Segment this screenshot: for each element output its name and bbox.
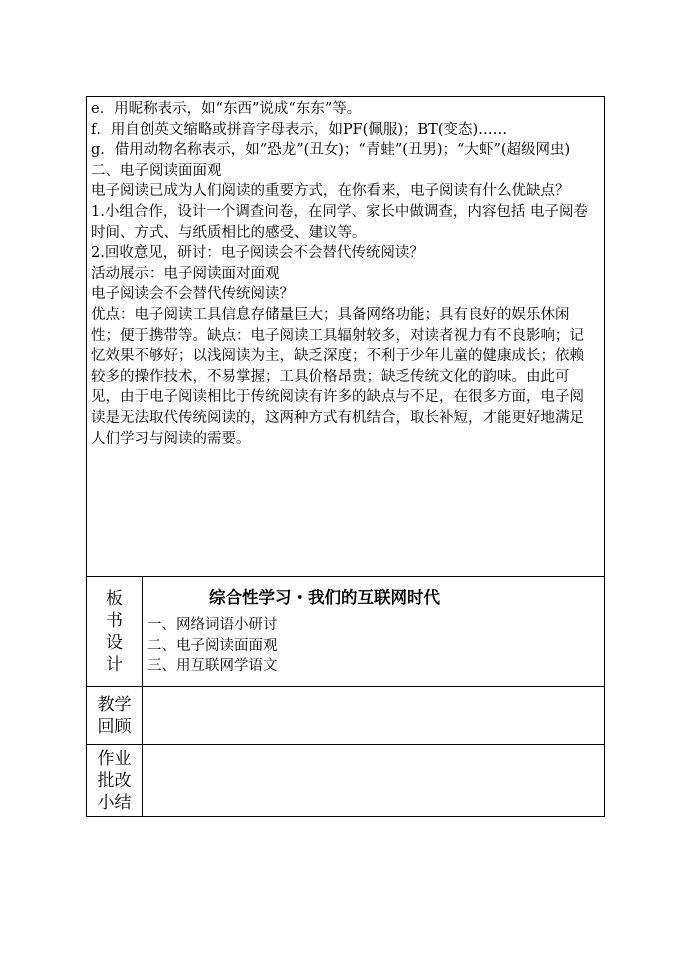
board-label: 板 书 设 计	[87, 577, 143, 687]
content-cell	[87, 97, 605, 577]
content-line: 活动展示：电子阅读面对面观	[91, 265, 280, 282]
content-line: 1.小组合作，设计一个调查问卷，在同学、家长中做调查，内容包括 电子阅卷时间、方式、与纸质相比的感受、建议等。	[91, 203, 588, 241]
review-label: 教学 回顾	[87, 687, 143, 745]
board-design-cell	[143, 577, 605, 687]
lesson-plan-table	[86, 96, 605, 817]
board-row	[87, 577, 605, 687]
board-item: 一、网络词语小研讨	[147, 617, 278, 633]
homework-content-cell	[143, 745, 605, 817]
content-line: 2.回收意见，研讨：电子阅读会不会替代传统阅读？	[91, 245, 424, 262]
content-line: 电子阅读会不会替代传统阅读？	[91, 286, 294, 303]
board-title: 综合性学习・我们的互联网时代	[209, 588, 440, 607]
review-content-cell	[143, 687, 605, 745]
content-line: g．借用动物名称表示，如“恐龙”(丑女)；“青蛙”(丑男)；“大虾”(超级网虫)	[91, 142, 571, 159]
content-line: 电子阅读已成为人们阅读的重要方式，在你看来，电子阅读有什么优缺点？	[91, 183, 570, 200]
content-row	[87, 97, 605, 577]
board-item: 三、用互联网学语文	[147, 658, 278, 675]
content-line: e．用昵称表示，如“东西”说成“东东”等。	[91, 101, 362, 117]
review-row	[87, 687, 605, 745]
board-item: 二、电子阅读面面观	[147, 637, 278, 654]
section-heading: 二、电子阅读面面观	[91, 162, 222, 179]
homework-row	[87, 745, 605, 817]
content-paragraph: 优点：电子阅读工具信息存储量巨大；具备网络功能；具有良好的娱乐休闲性；便于携带等。缺点：电子阅读工具辐射较多，对读者视力有不良影响；记忆效果不够好；以浅阅读为主，缺乏深度；不利于少年儿童的健康成长；依赖较多的操作技术，不易掌握；工具价格昂贵；缺乏传统文化的韵味。由此可见，由于电子阅读相比于传统阅读有许多的缺点与不足，在很多方面，电子阅读是无法取代传统阅读的，这两种方式有机结合，取长补短，才能更好地满足人们学习与阅读的需要。	[91, 306, 584, 447]
content-line: f．用自创英文缩略或拼音字母表示，如PF(佩服)；BT(变态)……	[91, 121, 508, 138]
homework-label: 作业 批改 小结	[87, 745, 143, 817]
